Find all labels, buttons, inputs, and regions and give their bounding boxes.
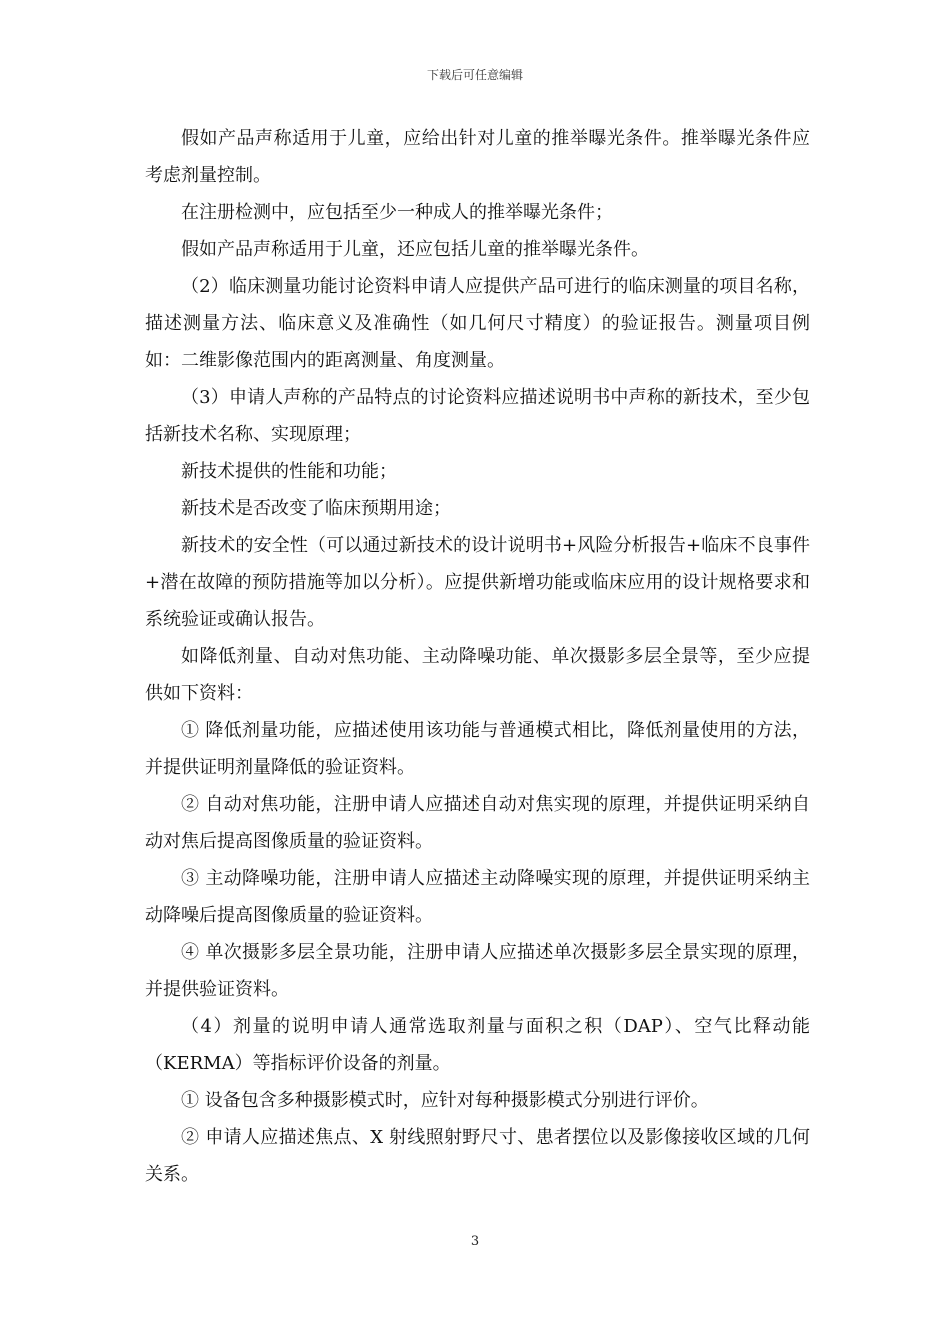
paragraph: ④ 单次摄影多层全景功能，注册申请人应描述单次摄影多层全景实现的原理，并提供验证资料。 [145, 942, 810, 1000]
document-body [145, 120, 810, 1193]
page-number: 3 [470, 1234, 480, 1249]
paragraph: 假如产品声称适用于儿童，应给出针对儿童的推举曝光条件。推举曝光条件应考虑剂量控制。 [145, 128, 810, 186]
paragraph: 新技术提供的性能和功能； [181, 461, 397, 482]
paragraph: 在注册检测中，应包括至少一种成人的推举曝光条件； [181, 202, 613, 223]
paragraph: （4）剂量的说明申请人通常选取剂量与面积之积（DAP）、空气比释动能（KERMA）等指标评价设备的剂量。 [145, 1016, 810, 1074]
paragraph: 假如产品声称适用于儿童，还应包括儿童的推举曝光条件。 [181, 239, 649, 260]
paragraph: 新技术是否改变了临床预期用途； [181, 498, 451, 519]
paragraph: ② 申请人应描述焦点、X 射线照射野尺寸、患者摆位以及影像接收区域的几何关系。 [145, 1127, 810, 1185]
paragraph: ① 设备包含多种摄影模式时，应针对每种摄影模式分别进行评价。 [181, 1090, 709, 1111]
paragraph: ① 降低剂量功能，应描述使用该功能与普通模式相比，降低剂量使用的方法，并提供证明剂量降低的验证资料。 [145, 720, 810, 778]
paragraph: 新技术的安全性（可以通过新技术的设计说明书+风险分析报告+临床不良事件+潜在故障的预防措施等加以分析）。应提供新增功能或临床应用的设计规格要求和系统验证或确认报告。 [145, 535, 810, 630]
paragraph: ③ 主动降噪功能，注册申请人应描述主动降噪实现的原理，并提供证明采纳主动降噪后提高图像质量的验证资料。 [145, 868, 810, 926]
paragraph: （2）临床测量功能讨论资料申请人应提供产品可进行的临床测量的项目名称，描述测量方法、临床意义及准确性（如几何尺寸精度）的验证报告。测量项目例如：二维影像范围内的距离测量、角度测量。 [145, 276, 810, 371]
paragraph: ② 自动对焦功能，注册申请人应描述自动对焦实现的原理，并提供证明采纳自动对焦后提高图像质量的验证资料。 [145, 794, 810, 852]
page-header: 下载后可任意编辑 [426, 68, 523, 82]
paragraph: （3）申请人声称的产品特点的讨论资料应描述说明书中声称的新技术，至少包括新技术名称、实现原理； [145, 387, 810, 445]
paragraph: 如降低剂量、自动对焦功能、主动降噪功能、单次摄影多层全景等，至少应提供如下资料： [145, 646, 810, 704]
